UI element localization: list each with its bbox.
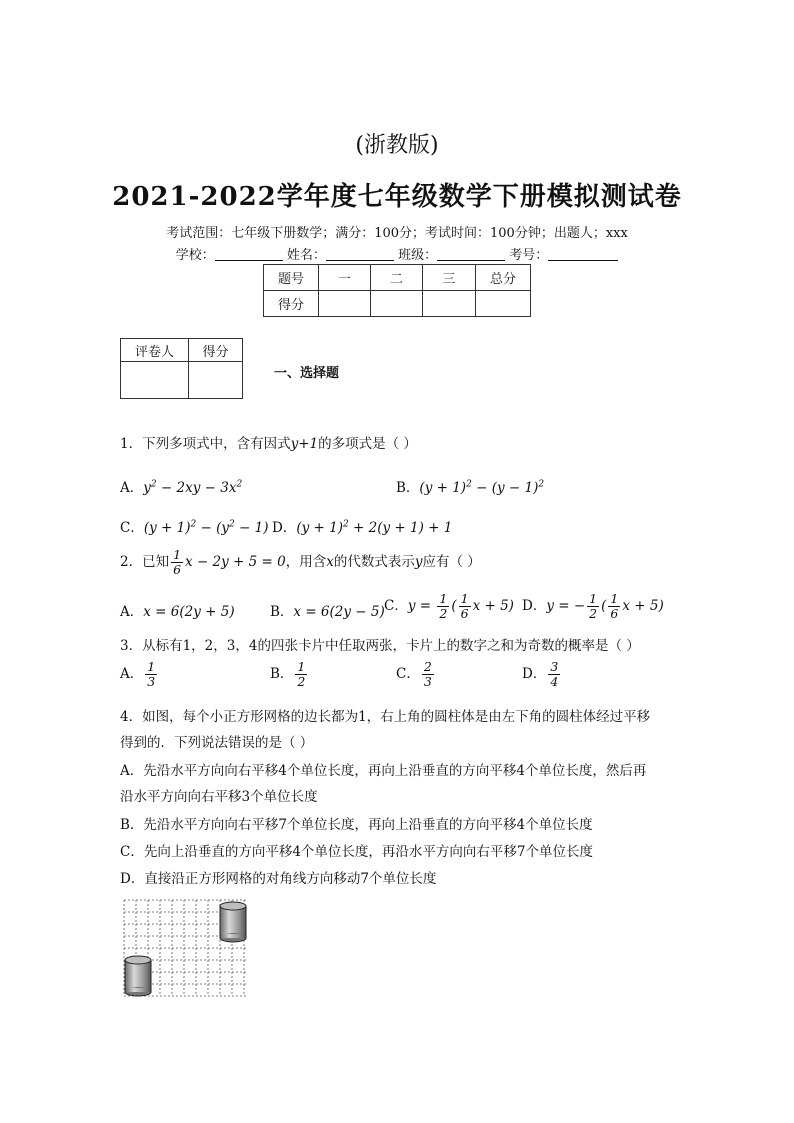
q1-stem	[120, 432, 417, 452]
score-header-cell: 题号	[264, 265, 319, 291]
grader-cell[interactable]	[121, 362, 189, 399]
school-label: 学校：	[175, 248, 215, 263]
q3-stem: 3．从标有1，2，3，4的四张卡片中任取两张，卡片上的数字之和为奇数的概率是（ ）	[120, 638, 640, 654]
score-cell[interactable]	[476, 291, 531, 317]
grader-header-row	[121, 339, 243, 362]
grid-figure	[120, 896, 252, 1000]
score-header-cell: 三	[423, 265, 476, 291]
option-letter: A．	[120, 604, 144, 620]
q4-option-b[interactable]: B．先沿水平方向向右平移7个单位长度，再向上沿垂直的方向平移4个单位长度	[120, 817, 593, 833]
q3-option-c[interactable]: C． $\frac{2}{3}$	[396, 659, 432, 689]
score-row	[264, 291, 531, 317]
q4-option-c[interactable]: C．先向上沿垂直的方向平移4个单位长度，再沿水平方向向右平移7个单位长度	[120, 844, 594, 860]
option-letter: C．	[120, 520, 144, 536]
class-blank[interactable]	[437, 246, 505, 261]
name-label: 姓名：	[286, 248, 326, 263]
q4-stem-line1: 4．如图，每个小正方形网格的边长都为1，右上角的圆柱体是由左下角的圆柱体经过平移	[120, 709, 651, 725]
score-header-cell: 二	[371, 265, 423, 291]
q1-stem-math: y+1	[290, 436, 319, 452]
option-letter: C．	[384, 598, 408, 614]
q3-option-d[interactable]: D． $\frac{3}{4}$	[522, 659, 559, 689]
class-label: 班级：	[398, 248, 438, 263]
q2-option-d[interactable]: D．y = − $\frac{1}{2}$ ( $\frac{1}{6}$ x + 5)	[522, 591, 664, 621]
q2-stem-text: ，用含	[285, 554, 327, 570]
q2-stem-text: 2．已知	[120, 554, 170, 570]
q1-option-d[interactable]: D．$(y + 1)^2 + 2(y + 1) + 1$	[272, 519, 453, 536]
score-header-cell: 一	[319, 265, 371, 291]
option-letter: C．	[396, 666, 420, 682]
q2-stem-text: 应有（ ）	[422, 554, 481, 570]
score-cell[interactable]	[371, 291, 423, 317]
q1-option-b[interactable]: B．$(y + 1)^2 - (y - 1)^2$	[396, 479, 545, 496]
grader-cell[interactable]	[189, 362, 243, 399]
grader-header-cell: 得分	[189, 339, 243, 362]
score-cell[interactable]	[423, 291, 476, 317]
score-cell[interactable]	[319, 291, 371, 317]
option-letter: A．	[120, 666, 144, 682]
q1-stem-text-end: 的多项式是（ ）	[318, 436, 417, 452]
option-letter: B．	[270, 604, 294, 620]
number-label: 考号：	[509, 248, 549, 263]
section-title: 一、选择题	[274, 366, 340, 381]
q4-option-a-line1[interactable]: A．先沿水平方向向右平移4个单位长度，再向上沿垂直的方向平移4个单位长度，然后再	[120, 763, 647, 779]
q2-stem: 2．已知 $\frac{1}{6}$ x − 2y + 5 = 0，用含x的代数式表示y应有（ ）	[120, 547, 481, 577]
exam-info: 考试范围：七年级下册数学；满分：100分；考试时间：100分钟；出题人；xxx	[166, 226, 628, 241]
cylinder-top-right	[220, 902, 246, 942]
q1-stem-text: 1．下列多项式中，含有因式	[120, 436, 291, 452]
q4-option-d[interactable]: D．直接沿正方形网格的对角线方向移动7个单位长度	[120, 871, 437, 887]
q2-option-b[interactable]: B．x = 6(2y − 5)	[270, 604, 385, 620]
option-letter: B．	[396, 480, 420, 496]
option-letter: D．	[522, 666, 547, 682]
grader-header-cell: 评卷人	[121, 339, 189, 362]
q3-option-a[interactable]: A． $\frac{1}{3}$	[120, 659, 156, 689]
score-header-row	[264, 265, 531, 291]
school-blank[interactable]	[215, 246, 283, 261]
option-letter: A．	[120, 480, 144, 496]
score-header-cell: 总分	[476, 265, 531, 291]
q2-stem-text: 的代数式表示	[333, 554, 415, 570]
q3-option-b[interactable]: B． $\frac{1}{2}$	[270, 659, 306, 689]
option-letter: B．	[270, 666, 294, 682]
page-title: 2021-2022学年度七年级数学下册模拟测试卷	[112, 182, 682, 212]
option-letter: D．	[272, 520, 297, 536]
grader-row	[121, 362, 243, 399]
q4-option-a-line2[interactable]: 沿水平方向向右平移3个单位长度	[120, 789, 318, 805]
score-row-label: 得分	[264, 291, 319, 317]
score-table	[263, 264, 531, 317]
q2-option-a[interactable]: A．x = 6(2y + 5)	[120, 604, 235, 620]
q2-option-c[interactable]: C．y = $\frac{1}{2}$ ( $\frac{1}{6}$ x + 5)	[384, 591, 514, 621]
name-blank[interactable]	[326, 246, 394, 261]
q1-option-a[interactable]: A．$y^2 - 2xy - 3x^2$	[120, 479, 243, 496]
edition-label: (浙教版)	[355, 133, 439, 158]
option-letter: D．	[522, 598, 547, 614]
q1-option-c[interactable]: C．$(y + 1)^2 - (y^2 - 1)$	[120, 519, 269, 536]
q4-stem-line2: 得到的．下列说法错误的是（ ）	[120, 735, 314, 751]
cylinder-bottom-left	[125, 956, 151, 996]
grader-table	[120, 338, 243, 399]
student-fields	[0, 244, 794, 263]
number-blank[interactable]	[548, 246, 618, 261]
